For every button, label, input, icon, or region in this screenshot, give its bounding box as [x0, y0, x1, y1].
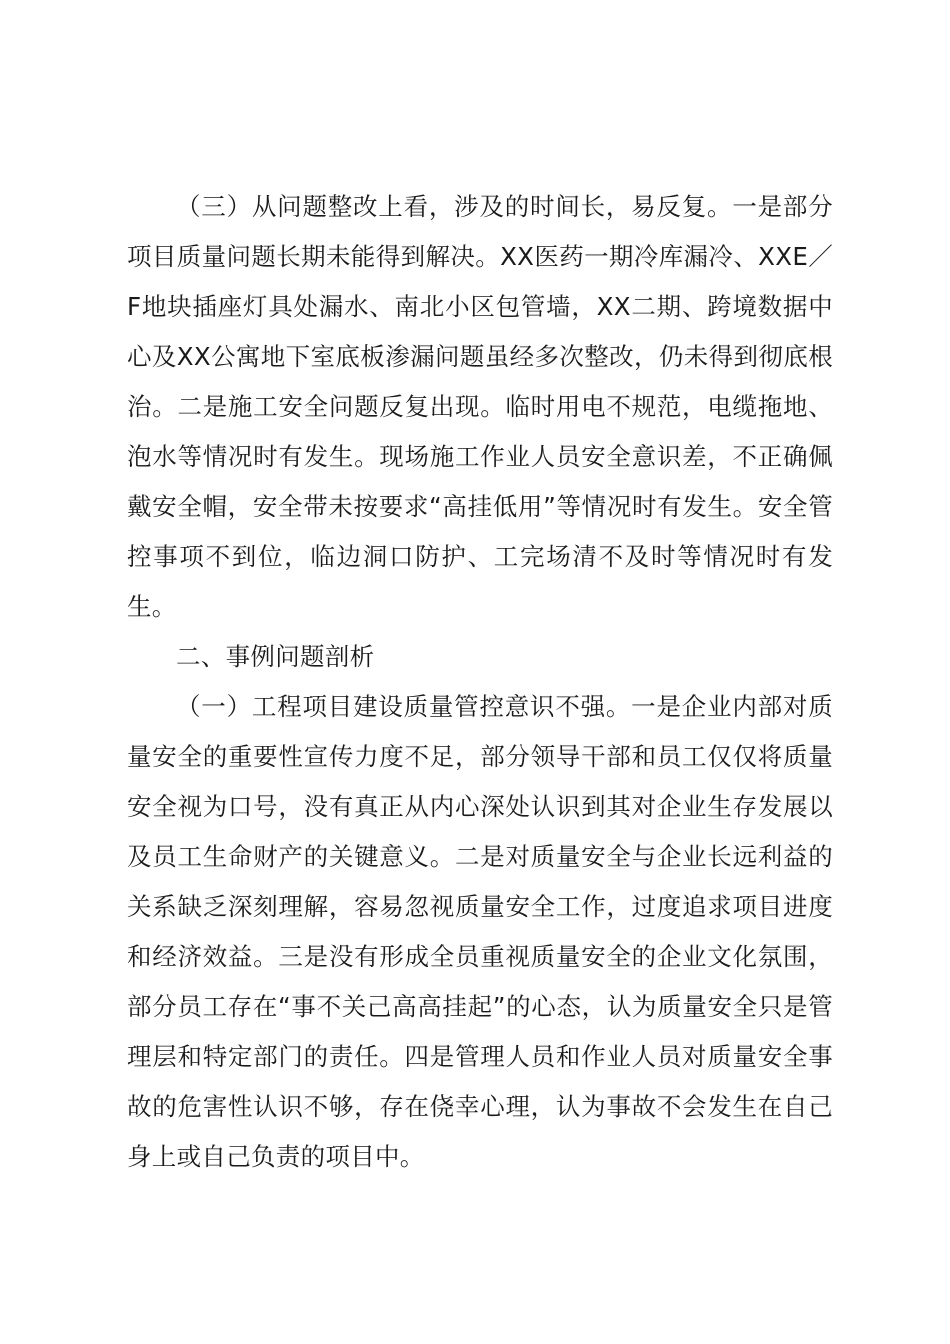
- paragraph-quality-awareness: （一）工程项目建设质量管控意识不强。一是企业内部对质量安全的重要性宣传力度不足，部分领导干部和员工仅仅将质量安全视为口号，没有真正从内心深处认识到其对企业生存发展以及员工生命财产的关键意义。二是对质量安全与企业长远利益的关系缺乏深刻理解，容易忽视质量安全工作，过度追求项目进度和经济效益。三是没有形成全员重视质量安全的企业文化氛围，部分员工存在“事不关己高高挂起”的心态，认为质量安全只是管理层和特定部门的责任。四是管理人员和作业人员对质量安全事故的危害性认识不够，存在侥幸心理，认为事故不会发生在自己身上或自己负责的项目中。: [127, 692, 833, 1171]
- section-heading-case-analysis: 二、事例问题剖析: [176, 642, 375, 671]
- paragraph-rectification-issues: （三）从问题整改上看，涉及的时间长，易反复。一是部分项目质量问题长期未能得到解决。XX医药一期冷库漏冷、XXE／F地块插座灯具处漏水、南北小区包管墙，XX二期、跨境数据中心及XX公寓地下室底板渗漏问题虽经多次整改，仍未得到彻底根治。二是施工安全问题反复出现。临时用电不规范，电缆拖地、泡水等情况时有发生。现场施工作业人员安全意识差，不正确佩戴安全帽，安全带未按要求“高挂低用”等情况时有发生。安全管控事项不到位，临边洞口防护、工完场清不及时等情况时有发生。: [127, 192, 833, 621]
- document-body: [127, 182, 833, 1182]
